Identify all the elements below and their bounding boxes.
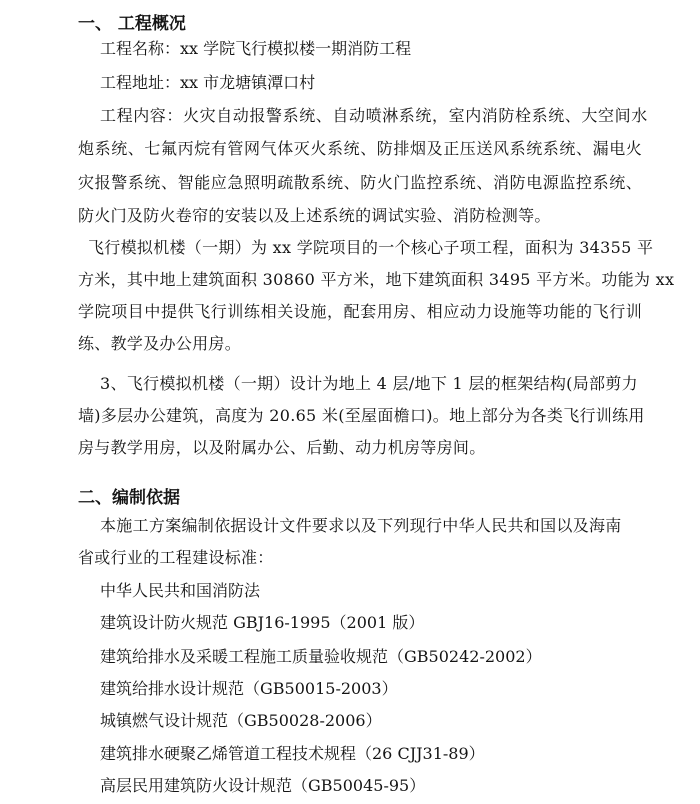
standard-item: 建筑排水硬聚乙烯管道工程技术规程（26 CJJ31-89）	[100, 744, 485, 763]
content-line-3: 灾报警系统、智能应急照明疏散系统、防火门监控系统、消防电源监控系统、	[78, 173, 643, 192]
content-line-2: 炮系统、七氟丙烷有管网气体灭火系统、防排烟及正压送风系统系统、漏电火	[78, 139, 643, 158]
standard-item: 建筑给排水设计规范（GB50015-2003）	[100, 679, 398, 698]
para3-line-2: 墙)多层办公建筑，高度为 20.65 米(至屋面檐口)。地上部分为各类飞行训练用	[78, 406, 645, 425]
standard-item: 城镇燃气设计规范（GB50028-2006）	[100, 711, 382, 730]
section-1-heading: 一、 工程概况	[78, 14, 186, 34]
content-line-1: 工程内容：火灾自动报警系统、自动喷淋系统，室内消防栓系统、大空间水	[100, 106, 648, 125]
standard-item: 中华人民共和国消防法	[100, 581, 261, 600]
para2-line-1: 飞行模拟机楼（一期）为 xx 学院项目的一个核心子项工程，面积为 34355 平	[88, 238, 654, 257]
intro-line-2: 省或行业的工程建设标准：	[78, 548, 274, 567]
intro-line-1: 本施工方案编制依据设计文件要求以及下列现行中华人民共和国以及海南	[100, 516, 622, 535]
standard-item: 建筑设计防火规范 GBJ16-1995（2001 版）	[100, 613, 425, 632]
section-2-heading: 二、编制依据	[78, 488, 180, 508]
para2-line-2: 方米，其中地上建筑面积 30860 平方米，地下建筑面积 3495 平方米。功能为 xx	[78, 270, 675, 289]
content-line-4: 防火门及防火卷帘的安装以及上述系统的调试实验、消防检测等。	[78, 206, 551, 225]
standard-item: 建筑给排水及采暖工程施工质量验收规范（GB50242-2002）	[100, 647, 542, 666]
project-name: 工程名称：xx 学院飞行模拟楼一期消防工程	[100, 39, 412, 58]
para2-line-4: 练、教学及办公用房。	[78, 334, 242, 353]
project-address: 工程地址：xx 市龙塘镇潭口村	[100, 73, 316, 92]
para3-line-1: 3、飞行模拟机楼（一期）设计为地上 4 层/地下 1 层的框架结构(局部剪力	[100, 374, 638, 393]
para3-line-3: 房与教学用房，以及附属办公、后勤、动力机房等房间。	[78, 438, 486, 457]
standard-item: 高层民用建筑防火设计规范（GB50045-95）	[100, 776, 426, 795]
para2-line-3: 学院项目中提供飞行训练相关设施，配套用房、相应动力设施等功能的飞行训	[78, 302, 643, 321]
